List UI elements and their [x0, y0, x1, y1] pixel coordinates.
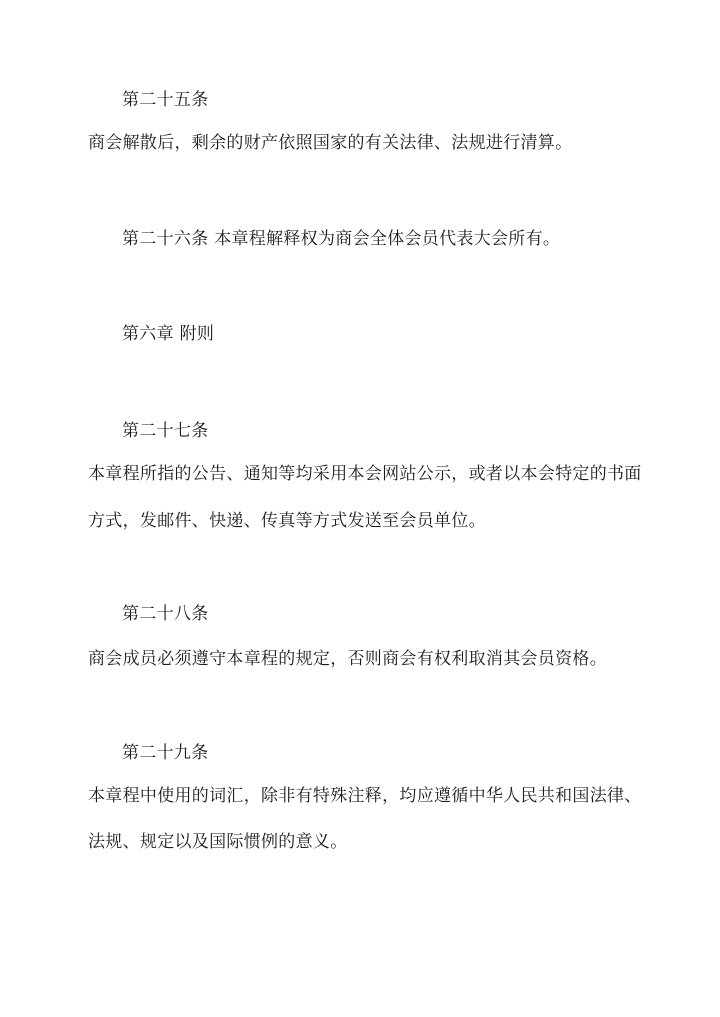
article-27-text-line-1: 本章程所指的公告、通知等均采用本会网站公示，或者以本会特定的书面	[88, 464, 642, 484]
article-26-text: 第二十六条 本章程解释权为商会全体会员代表大会所有。	[122, 229, 561, 249]
article-29-heading: 第二十九条	[122, 743, 209, 763]
article-27-text-line-2: 方式，发邮件、快递、传真等方式发送至会员单位。	[88, 511, 486, 531]
article-25-text: 商会解散后，剩余的财产依照国家的有关法律、法规进行清算。	[88, 133, 573, 153]
article-28-text: 商会成员必须遵守本章程的规定，否则商会有权利取消其会员资格。	[88, 649, 607, 669]
article-29-text-line-1: 本章程中使用的词汇，除非有特殊注释，均应遵循中华人民共和国法律、	[88, 786, 642, 806]
article-25-heading: 第二十五条	[122, 90, 209, 110]
article-28-heading: 第二十八条	[122, 604, 209, 624]
article-27-heading: 第二十七条	[122, 421, 209, 441]
chapter-6-heading: 第六章 附则	[122, 324, 215, 344]
article-29-text-line-2: 法规、规定以及国际惯例的意义。	[88, 832, 348, 852]
